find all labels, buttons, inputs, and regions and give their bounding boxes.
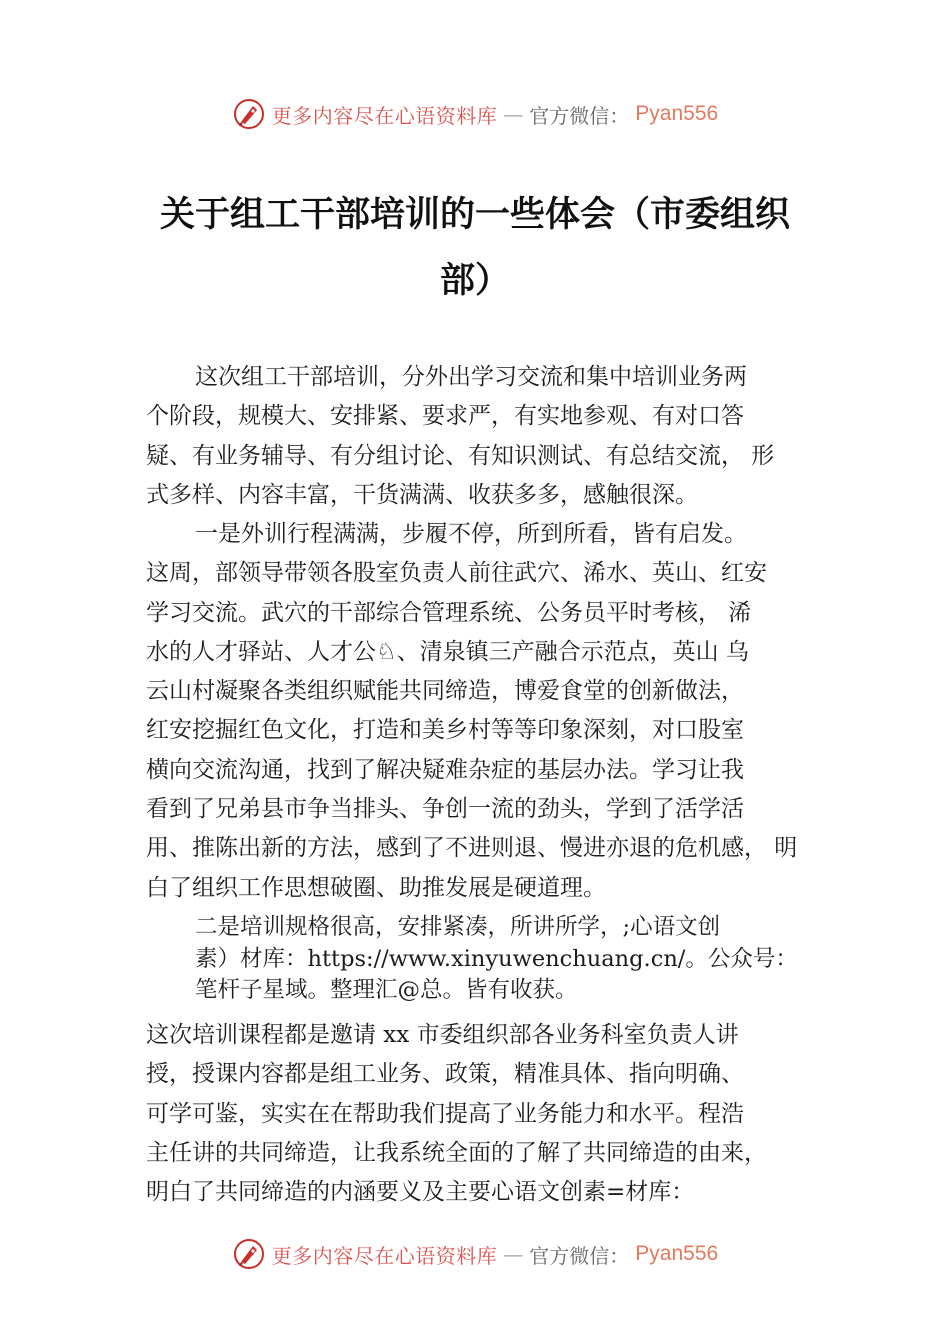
banner-slogan: 更多内容尽在心语资料库	[271, 103, 498, 128]
footer-watermark-banner	[0, 1236, 950, 1272]
text-line-with-url: 素）材库：https://www.xinyuwenchuang.cn/。公众号：	[195, 945, 798, 972]
text-line: 疑、有业务辅导、有分组讨论、有知识测试、有总结交流， 形	[146, 442, 775, 469]
banner-content	[232, 97, 718, 131]
text-line: 二是培训规格很高，安排紧凑，所讲所学，;心语文创	[195, 914, 721, 940]
text-line: 红安挖掘红色文化，打造和美乡村等等印象深刻，对口股室	[146, 717, 744, 744]
text-line: 这次组工干部培训，分外出学习交流和集中培训业务两	[195, 364, 747, 390]
banner-wechat-id: Pyan556	[635, 1242, 719, 1265]
text-line: 横向交流沟通，找到了解决疑难杂症的基层办法。学习让我	[146, 756, 744, 783]
text-line: 白了组织工作思想破圈、助推发展是硬道理。	[146, 874, 606, 901]
text-line: 式多样、内容丰富，干货满满、收获多多，感触很深。	[146, 481, 698, 508]
text-line: 这次培训课程都是邀请 xx 市委组织部各业务科室负责人讲	[146, 1022, 739, 1048]
banner-wechat-label: 官方微信：	[529, 103, 630, 128]
banner-slogan: 更多内容尽在心语资料库	[271, 1243, 498, 1268]
text-line: 笔杆子星域。整理汇@总。皆有收获。	[195, 977, 578, 1003]
text-line: 主任讲的共同缔造，让我系统全面的了解了共同缔造的由来，	[146, 1139, 767, 1166]
text-line: 看到了兄弟县市争当排头、争创一流的劲头，学到了活学活	[146, 796, 744, 823]
banner-wechat-label: 官方微信：	[529, 1243, 630, 1268]
pen-nib-logo-icon	[232, 1237, 266, 1271]
paragraph-training-courses	[146, 1016, 836, 1212]
text-line: 水的人才驿站、人才公♘、清泉镇三产融合示范点，英山 乌	[146, 638, 749, 665]
header-watermark-banner	[0, 96, 950, 132]
text-line: 云山村凝聚各类组织赋能共同缔造，博爱食堂的创新做法，	[146, 678, 744, 705]
banner-separator: —	[503, 102, 524, 126]
paragraph-point-one	[146, 515, 836, 908]
banner-wechat-id: Pyan556	[635, 102, 719, 125]
text-line: 授，授课内容都是组工业务、政策，精准具体、指向明确、	[146, 1061, 744, 1088]
text-line: 一是外训行程满满，步履不停，所到所看，皆有启发。	[195, 521, 747, 547]
banner-content	[232, 1237, 718, 1271]
title-line: 部）	[439, 260, 510, 301]
banner-separator: —	[503, 1242, 524, 1266]
text-line: 个阶段，规模大、安排紧、要求严，有实地参观、有对口答	[146, 403, 744, 430]
text-line: 用、推陈出新的方法，感到了不进则退、慢进亦退的危机感， 明	[146, 835, 798, 862]
text-line: 学习交流。武穴的干部综合管理系统、公务员平时考核， 浠	[146, 599, 752, 626]
text-line: 明白了共同缔造的内涵要义及主要心语文创素=材库：	[146, 1179, 695, 1206]
document-title	[120, 182, 830, 314]
pen-nib-logo-icon	[232, 97, 266, 131]
text-line: 可学可鉴，实实在在帮助我们提高了业务能力和水平。程浩	[146, 1100, 744, 1127]
paragraph-intro	[146, 358, 836, 515]
title-line: 关于组工干部培训的一些体会（市委组织	[159, 194, 790, 235]
paragraph-point-two	[195, 912, 835, 1007]
text-line: 这周，部领导带领各股室负责人前往武穴、浠水、英山、红安	[146, 560, 767, 587]
